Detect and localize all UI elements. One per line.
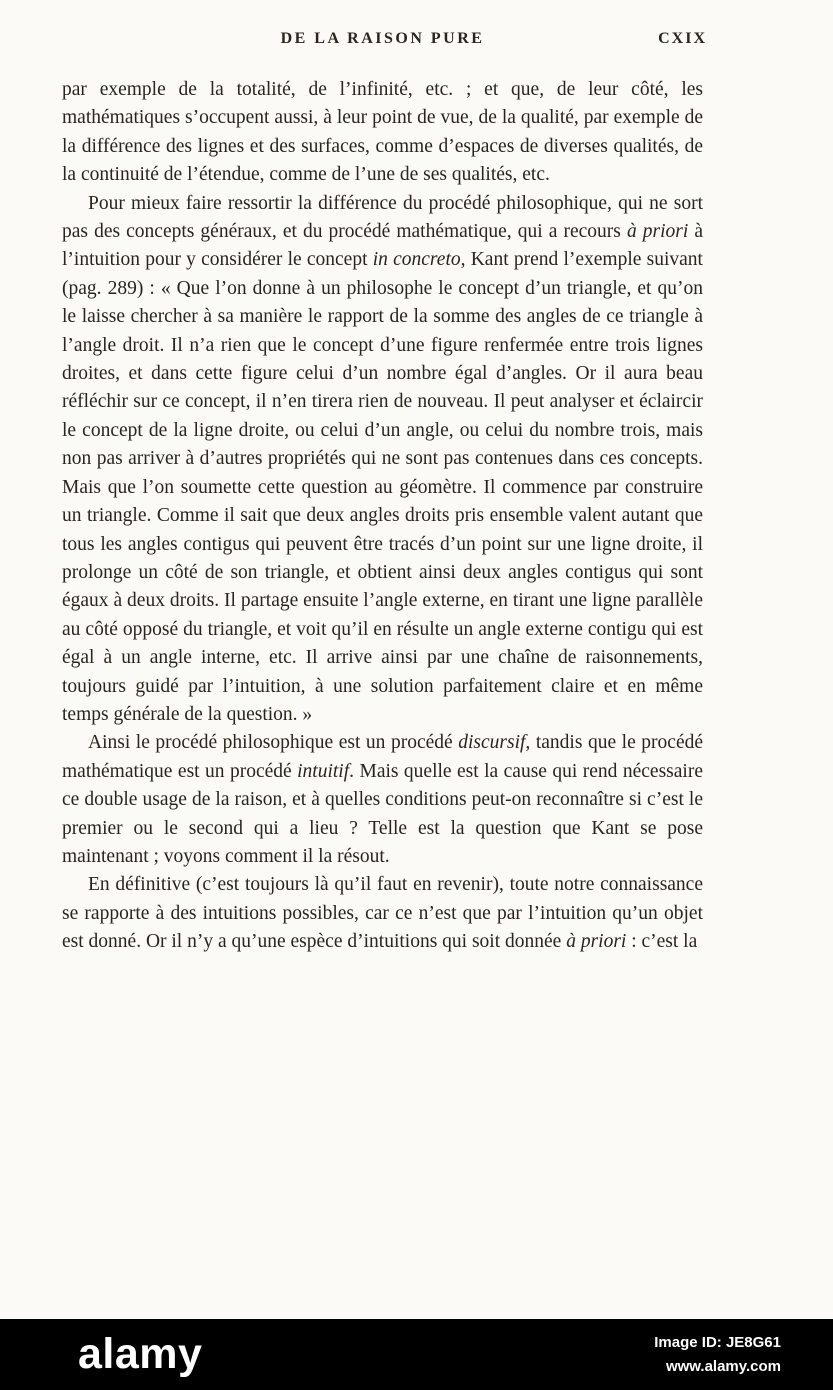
paragraph-2 [62,190,703,730]
text-segment: , tandis que le procédé mathématique est un procédé [62,732,703,782]
paragraph-1 [62,76,703,190]
italic-term: à priori [626,221,689,243]
text-segment: , Kant prend l’exemple suivant (pag. 289) : « Que l’on donne à un philosophe le concept d’un triangle, et qu’on le laisse chercher à sa manière le rapport de la somme des angles de ce triangle à l’angle droit. Il n’a rien que le concept d’une figure renfermée entre trois lignes droites, et dans cette figure celui d’un nombre égal d’angles. Or il aura beau réfléchir sur ce concept, il n’en tirera rien de nouveau. Il peut analyser et éclaircir le concept de la ligne droite, ou celui d’un angle, ou celui du nombre trois, mais non pas arriver à d’autres propriétés qui ne sont pas contenues dans ces concepts. Mais que l’on soumette cette question au géomètre. Il commence par construire un triangle. Comme il sait que deux angles droits pris ensemble valent autant que tous les angles contigus qui peuvent être tracés d’un point sur une ligne droite, il prolonge un côté de son triangle, et obtient ainsi deux angles contigus qui sont égaux à deux droits. Il partage ensuite l’angle externe, en tirant une ligne parallèle au côté opposé du triangle, et voit qu’il en résulte un angle externe contigu qui est égal à un angle interne, etc. Il arrive ainsi par une chaîne de raisonnements, toujours guidé par l’intuition, à une solution parfaitement claire et en même temps générale de la question. » [62,249,703,725]
italic-term: in concreto [372,249,461,271]
alamy-logo: alamy [78,1330,203,1378]
text-segment: Ainsi le procédé philosophique est un procédé [88,732,459,754]
text-segment: Pour mieux faire ressortir la différence du procédé philosophique, qui ne sort pas des concepts généraux, et du procédé mathématique, qui a recours [62,192,703,243]
alamy-url-text: www.alamy.com [665,1357,781,1375]
text-segment: . Mais quelle est la cause qui rend nécessaire ce double usage de la raison, et à quelles conditions peut-on reconnaître si c’est le premier ou le second qui a lieu ? Telle est la question que Kant se pose maintenant ; voyons comment il la résout. [62,760,703,867]
running-header-title: DE LA RAISON PURE [280,30,485,47]
running-header [62,30,707,52]
italic-term: intuitif [297,760,350,782]
italic-term: discursif [458,732,526,754]
text-segment: à l’intuition pour y considérer le concept [62,221,704,271]
text-segment: par exemple de la totalité, de l’infinité, etc. ; et que, de leur côté, les mathématiques s’occupent aussi, à leur point de vue, de la qualité, par exemple de la différence des lignes et des surfaces, comme d’espaces de diverses qualités, de la continuité de l’étendue, comme de l’une de ses qualités, etc. [62,79,703,186]
italic-term: à priori [566,931,627,953]
image-id-text: Image ID: JE8G61 [654,1334,781,1352]
watermark-info [654,1331,781,1378]
alamy-watermark-bar [0,1319,833,1390]
paragraph-4 [62,871,703,956]
paragraph-3 [62,729,703,871]
text-segment: En définitive (c’est toujours là qu’il faut en revenir), toute notre connaissance se rapporte à des intuitions possibles, car ce n’est que par l’intuition qu’un objet est donné. Or il n’y a qu’une espèce d’intuitions qui soit donnée [62,874,703,953]
text-segment: : c’est la [626,931,698,953]
page-number: CXIX [658,30,707,47]
